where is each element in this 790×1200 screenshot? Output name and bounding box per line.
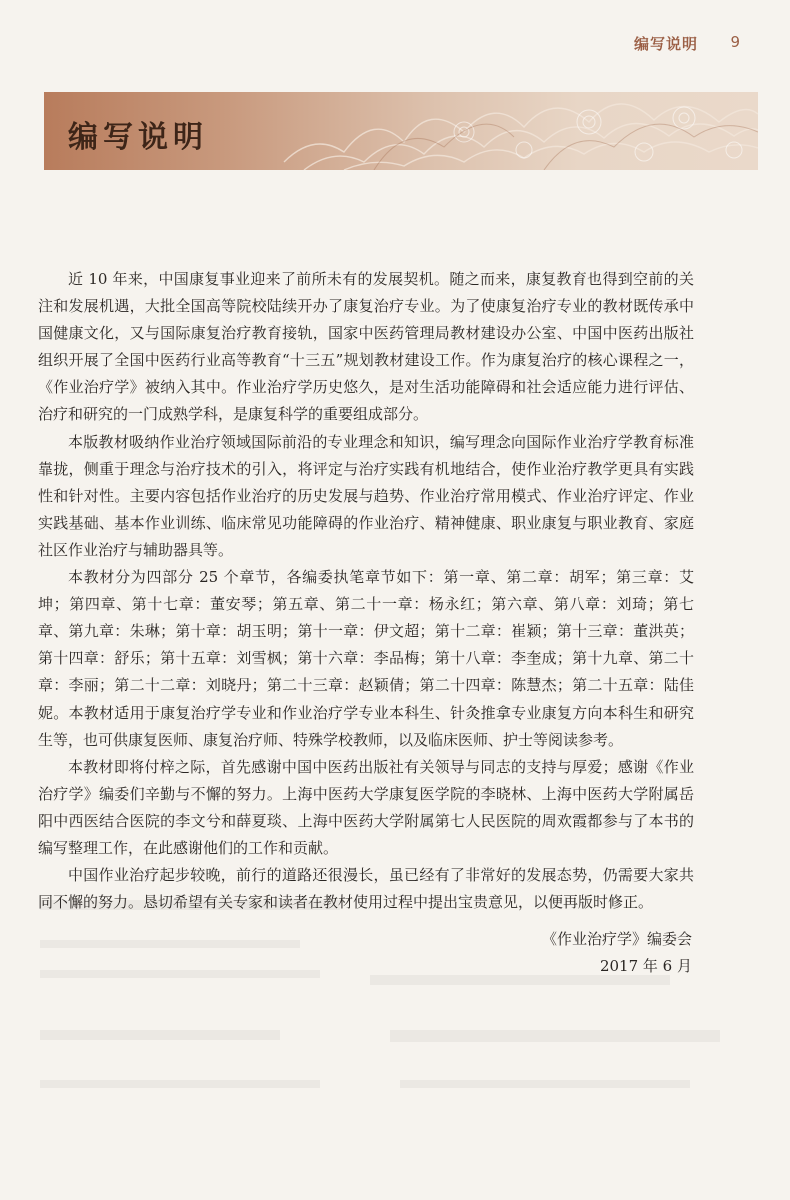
preface-body <box>38 266 694 916</box>
bleed-through-decoration <box>40 880 750 1180</box>
running-header <box>0 30 790 56</box>
paragraph: 本教材分为四部分 25 个章节，各编委执笔章节如下：第一章、第二章：胡军；第三章：艾坤；第四章、第十七章：董安琴；第五章、第二十一章：杨永红；第六章、第八章：刘琦；第七章、第九章：朱琳；第十章：胡玉明；第十一章：伊文超；第十二章：崔颖；第十三章：董洪英；第十四章：舒乐；第十五章：刘雪枫；第十六章：李品梅；第十八章：李奎成；第十九章、第二十章：李丽；第二十二章：刘晓丹；第二十三章：赵颖倩；第二十四章：陈慧杰；第二十五章：陆佳妮。本教材适用于康复治疗学专业和作业治疗学专业本科生、针灸推拿专业康复方向本科生和研究生等，也可供康复医师、康复治疗师、特殊学校教师，以及临床医师、护士等阅读参考。 <box>38 568 694 749</box>
signature-date: 2017 年 6 月 <box>599 957 692 975</box>
chapter-title: 编写说明 <box>68 120 208 155</box>
chapter-banner <box>44 92 758 170</box>
paragraph: 近 10 年来，中国康复事业迎来了前所未有的发展契机。随之而来，康复教育也得到空前的关注和发展机遇，大批全国高等院校陆续开办了康复治疗专业。为了使康复治疗专业的教材既传承中国健康文化，又与国际康复治疗教育接轨，国家中医药管理局教材建设办公室、中国中医药出版社组织开展了全国中医药行业高等教育“十三五”规划教材建设工作。作为康复治疗的核心课程之一，《作业治疗学》被纳入其中。作业治疗学历史悠久，是对生活功能障碍和社会适应能力进行评估、治疗和研究的一门成熟学科，是康复科学的重要组成部分。 <box>38 270 694 424</box>
paragraph: 本版教材吸纳作业治疗领域国际前沿的专业理念和知识，编写理念向国际作业治疗学教育标准靠拢，侧重于理念与治疗技术的引入，将评定与治疗实践有机地结合，使作业治疗教学更具有实践性和针对性。主要内容包括作业治疗的历史发展与趋势、作业治疗常用模式、作业治疗评定、作业实践基础、基本作业训练、临床常见功能障碍的作业治疗、精神健康、职业康复与职业教育、家庭社区作业治疗与辅助器具等。 <box>38 432 694 559</box>
paragraph: 本教材即将付梓之际，首先感谢中国中医药出版社有关领导与同志的支持与厚爱；感谢《作业治疗学》编委们辛勤与不懈的努力。上海中医药大学康复医学院的李晓林、上海中医药大学附属岳阳中西医结合医院的李文兮和薛夏琰、上海中医药大学附属第七人民医院的周欢霞都参与了本书的编写整理工作，在此感谢他们的工作和贡献。 <box>38 757 694 857</box>
running-title: 编写说明 <box>633 35 698 53</box>
signature-block <box>542 926 692 980</box>
signature-org: 《作业治疗学》编委会 <box>541 930 692 948</box>
paragraph: 中国作业治疗起步较晚，前行的道路还很漫长，虽已经有了非常好的发展态势，仍需要大家共同不懈的努力。恳切希望有关专家和读者在教材使用过程中提出宝贵意见，以便再版时修正。 <box>38 866 694 912</box>
page-number: 9 <box>730 33 740 51</box>
